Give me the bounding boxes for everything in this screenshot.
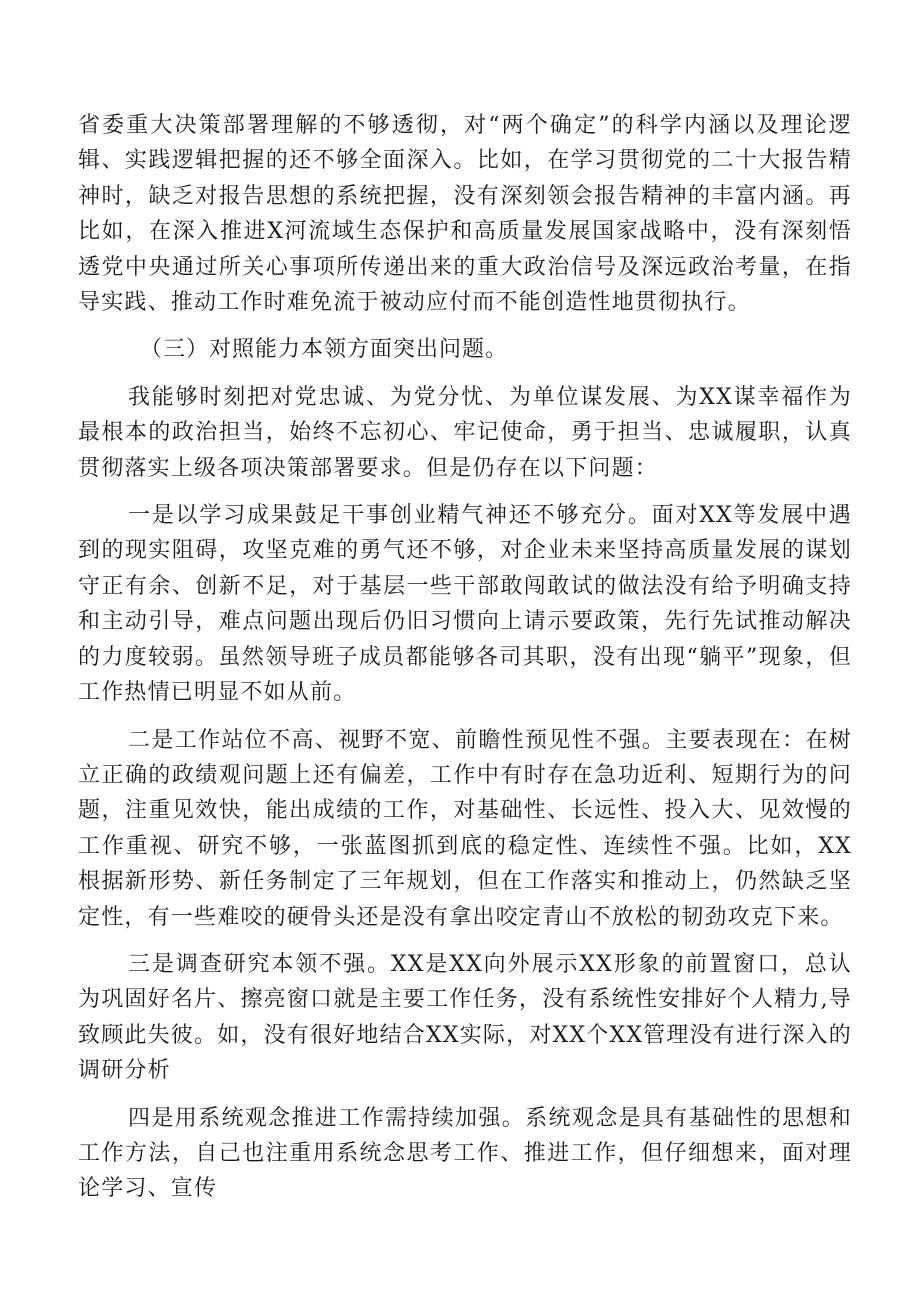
document-body: [78, 108, 852, 1207]
paragraph-point-4: 四是用系统观念推进工作需持续加强。系统观念是具有基础性的思想和工作方法，自己也注重用系统念思考工作、推进工作，但仔细想来，面对理论学习、宣传: [78, 1105, 852, 1202]
paragraph-point-2: 二是工作站位不高、视野不宽、前瞻性预见性不强。主要表现在：在树立正确的政绩观问题上还有偏差，工作中有时存在急功近利、短期行为的问题，注重见效快，能出成绩的工作，对基础性、长远性、投入大、见效慢的工作重视、研究不够，一张蓝图抓到底的稳定性、连续性不强。比如，XX根据新形势、新任务制定了三年规划，但在工作落实和推动上，仍然缺乏坚定性，有一些难咬的硬骨头还是没有拿出咬定青山不放松的韧劲攻克下来。: [78, 727, 852, 930]
paragraph-point-3: 三是调查研究本领不强。XX是XX向外展示XX形象的前置窗口，总认为巩固好名片、擦亮窗口就是主要工作任务，没有系统性安排好个人精力,导致顾此失彼。如，没有很好地结合XX实际，对XX个XX管理没有进行深入的调研分析: [78, 951, 852, 1084]
section-heading-3: （三）对照能力本领方面突出问题。: [140, 337, 509, 363]
paragraph-continued: 省委重大决策部署理解的不够透彻，对“两个确定”的科学内涵以及理论逻辑、实践逻辑把握的还不够全面深入。比如，在学习贯彻党的二十大报告精神时，缺乏对报告思想的系统把握，没有深刻领会报告精神的丰富内涵。再比如，在深入推进X河流域生态保护和高质量发展国家战略中，没有深刻悟透党中央通过所关心事项所传递出来的重大政治信号及深远政治考量，在指导实践、推动工作时难免流于被动应付而不能创造性地贯彻执行。: [78, 113, 852, 316]
paragraph-intro: 我能够时刻把对党忠诚、为党分忧、为单位谋发展、为XX谋幸福作为最根本的政治担当，始终不忘初心、牢记使命，勇于担当、忠诚履职，认真贯彻落实上级各项决策部署要求。但是仍存在以下问题：: [78, 384, 852, 481]
paragraph-point-1: 一是以学习成果鼓足干事创业精气神还不够充分。面对XX等发展中遇到的现实阻碍，攻坚克难的勇气还不够，对企业未来坚持高质量发展的谋划守正有余、创新不足，对于基层一些干部敢闯敢试的做法没有给予明确支持和主动引导，难点问题出现后仍旧习惯向上请示要政策，先行先试推动解决的力度较弱。虽然领导班子成员都能够各司其职，没有出现“躺平”现象，但工作热情已明显不如从前。: [78, 503, 852, 706]
